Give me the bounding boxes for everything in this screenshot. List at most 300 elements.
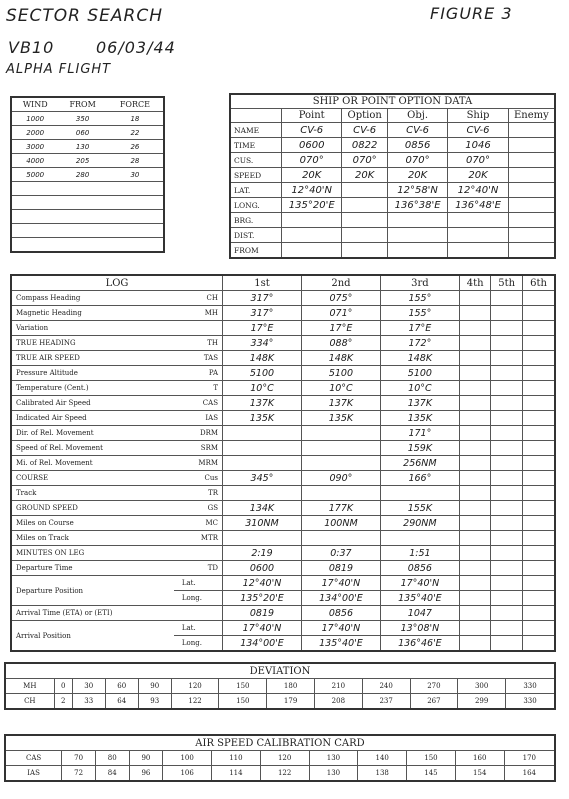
log-value: 0:37 — [301, 546, 380, 561]
log-value — [459, 306, 491, 321]
airspeed-value: 110 — [212, 751, 261, 766]
deviation-value: 208 — [314, 694, 362, 710]
table-row — [5, 751, 555, 766]
airspeed-value: 90 — [129, 751, 163, 766]
ship-value — [342, 213, 387, 228]
ship-value — [508, 213, 555, 228]
log-value — [523, 441, 556, 456]
wind-cell-empty — [107, 224, 164, 238]
table-row — [11, 224, 164, 238]
log-value: 1047 — [380, 606, 459, 621]
log-value — [523, 336, 556, 351]
log-row-label: Arrival Time (ETA) or (ETI) — [11, 606, 223, 621]
log-value — [491, 531, 523, 546]
log-value: 0600 — [223, 561, 302, 576]
log-value: 13°08'N — [380, 621, 459, 636]
wind-cell-empty — [107, 182, 164, 196]
ship-value: CV-6 — [282, 123, 342, 138]
wind-cell-empty — [58, 210, 106, 224]
log-sub-label: Lat. — [174, 621, 223, 636]
log-value: 088° — [301, 336, 380, 351]
log-value: 134°00'E — [223, 636, 302, 652]
log-value — [523, 486, 556, 501]
airspeed-value: 164 — [504, 766, 555, 782]
log-value: 5100 — [223, 366, 302, 381]
ship-value: 070° — [342, 153, 387, 168]
log-value: 0819 — [301, 561, 380, 576]
ship-value: CV-6 — [342, 123, 387, 138]
log-value — [301, 456, 380, 471]
log-value — [523, 516, 556, 531]
table-row — [11, 606, 555, 621]
airspeed-value: 145 — [407, 766, 456, 782]
wind-cell-empty — [58, 238, 106, 253]
deviation-value: 240 — [362, 679, 410, 694]
log-row-abbr: GS — [188, 501, 223, 516]
log-value — [459, 486, 491, 501]
form-title: SECTOR SEARCH — [6, 6, 164, 26]
log-value: 172° — [380, 336, 459, 351]
log-row-abbr: SRM — [188, 441, 223, 456]
deviation-value: 120 — [171, 679, 219, 694]
log-value: 090° — [301, 471, 380, 486]
log-value — [523, 501, 556, 516]
ship-row-label: BRG. — [230, 213, 282, 228]
table-row — [11, 126, 164, 140]
log-value — [491, 546, 523, 561]
ship-value — [508, 123, 555, 138]
airspeed-value: 106 — [163, 766, 212, 782]
log-value: 171° — [380, 426, 459, 441]
log-value — [223, 441, 302, 456]
table-row — [11, 501, 555, 516]
ship-row-label: SPEED — [230, 168, 282, 183]
log-row-label: Miles on Track — [11, 531, 188, 546]
log-row-label: Speed of Rel. Movement — [11, 441, 188, 456]
airspeed-calibration-table — [4, 734, 556, 782]
log-value: 155K — [380, 501, 459, 516]
log-value: 135°40'E — [380, 591, 459, 606]
log-value — [523, 426, 556, 441]
log-value: 137K — [380, 396, 459, 411]
log-value — [459, 636, 491, 652]
log-value — [523, 561, 556, 576]
table-row — [230, 138, 555, 153]
ship-value — [508, 183, 555, 198]
log-value: 135°40'E — [301, 636, 380, 652]
log-value — [491, 366, 523, 381]
log-value: 17°E — [223, 321, 302, 336]
log-row-abbr — [188, 321, 223, 336]
table-row — [11, 238, 164, 253]
log-title: LOG — [11, 275, 223, 291]
log-row-abbr: T — [188, 381, 223, 396]
log-value: 148K — [301, 351, 380, 366]
table-row — [11, 366, 555, 381]
log-value — [491, 396, 523, 411]
airspeed-value: 130 — [309, 766, 358, 782]
log-row-abbr: TAS — [188, 351, 223, 366]
ship-value: 12°40'N — [448, 183, 508, 198]
log-sub-label: Long. — [174, 636, 223, 652]
log-value — [523, 291, 556, 306]
log-value: 0819 — [223, 606, 302, 621]
ship-value — [508, 168, 555, 183]
airspeed-value: 114 — [212, 766, 261, 782]
log-value: 137K — [223, 396, 302, 411]
log-value — [459, 471, 491, 486]
log-sub-label: Long. — [174, 591, 223, 606]
ship-row-label: LAT. — [230, 183, 282, 198]
table-row — [11, 456, 555, 471]
ship-col-header: Ship — [448, 109, 508, 123]
wind-col-header: FORCE — [107, 97, 164, 112]
ship-value — [387, 243, 447, 259]
log-row-label: GROUND SPEED — [11, 501, 188, 516]
log-value — [523, 321, 556, 336]
table-row — [11, 426, 555, 441]
table-row — [11, 561, 555, 576]
log-row-label: Calibrated Air Speed — [11, 396, 188, 411]
squadron-label: VB10 — [8, 38, 55, 57]
log-value — [491, 591, 523, 606]
log-row-abbr — [188, 546, 223, 561]
log-value — [459, 531, 491, 546]
log-value — [491, 411, 523, 426]
ship-value: 070° — [387, 153, 447, 168]
log-sub-label: Lat. — [174, 576, 223, 591]
table-row — [11, 210, 164, 224]
table-row — [11, 531, 555, 546]
log-value — [491, 336, 523, 351]
log-value: 5100 — [380, 366, 459, 381]
table-row — [11, 516, 555, 531]
ship-row-label: DIST. — [230, 228, 282, 243]
wind-cell: 26 — [107, 140, 164, 154]
ship-value — [508, 243, 555, 259]
log-value: 17°40'N — [301, 576, 380, 591]
wind-cell: 1000 — [11, 112, 58, 126]
airspeed-value: 140 — [358, 751, 407, 766]
log-value — [223, 426, 302, 441]
wind-cell: 130 — [58, 140, 106, 154]
log-value — [491, 381, 523, 396]
deviation-value: 180 — [267, 679, 315, 694]
log-value — [523, 396, 556, 411]
log-value — [523, 606, 556, 621]
flight-label: ALPHA FLIGHT — [6, 62, 112, 77]
log-row-label: Pressure Altitude — [11, 366, 188, 381]
log-value: 10°C — [223, 381, 302, 396]
log-row-label: Departure Position — [11, 576, 174, 606]
log-value — [491, 456, 523, 471]
log-row-abbr: TD — [188, 561, 223, 576]
ship-value — [387, 228, 447, 243]
airspeed-value: 84 — [95, 766, 129, 782]
log-value: 317° — [223, 291, 302, 306]
log-value: 5100 — [301, 366, 380, 381]
deviation-value: 299 — [458, 694, 506, 710]
ship-value — [282, 243, 342, 259]
table-row — [11, 351, 555, 366]
log-value: 071° — [301, 306, 380, 321]
deviation-value: 270 — [410, 679, 458, 694]
log-value: 159K — [380, 441, 459, 456]
log-row-abbr: CH — [188, 291, 223, 306]
table-row — [11, 291, 555, 306]
log-value — [491, 441, 523, 456]
log-value — [523, 546, 556, 561]
log-value — [459, 606, 491, 621]
log-value — [491, 636, 523, 652]
ship-row-label: FROM — [230, 243, 282, 259]
log-value — [380, 486, 459, 501]
deviation-table — [4, 662, 556, 710]
log-value — [223, 456, 302, 471]
log-value — [301, 531, 380, 546]
log-value — [523, 366, 556, 381]
log-value: 135K — [223, 411, 302, 426]
log-row-abbr: MC — [188, 516, 223, 531]
ship-row-label: LONG. — [230, 198, 282, 213]
wind-cell-empty — [107, 196, 164, 210]
log-value — [459, 516, 491, 531]
log-value: 17°40'N — [301, 621, 380, 636]
wind-cell-empty — [11, 238, 58, 253]
log-value — [459, 426, 491, 441]
log-row-abbr: TH — [188, 336, 223, 351]
log-value: 135°20'E — [223, 591, 302, 606]
log-value — [491, 306, 523, 321]
log-value — [491, 501, 523, 516]
ship-value: 070° — [448, 153, 508, 168]
ship-value — [342, 198, 387, 213]
log-value — [491, 471, 523, 486]
log-table — [10, 274, 556, 652]
log-row-label: Mi. of Rel. Movement — [11, 456, 188, 471]
ship-value: 20K — [448, 168, 508, 183]
table-row — [11, 140, 164, 154]
log-value — [523, 576, 556, 591]
log-value — [223, 486, 302, 501]
table-row — [230, 243, 555, 259]
ship-value: 0822 — [342, 138, 387, 153]
log-value: 148K — [223, 351, 302, 366]
deviation-title: DEVIATION — [5, 663, 555, 679]
table-row — [11, 576, 555, 591]
log-row-label: Compass Heading — [11, 291, 188, 306]
deviation-value: 267 — [410, 694, 458, 710]
deviation-value: 300 — [458, 679, 506, 694]
deviation-value: 330 — [506, 679, 555, 694]
log-value — [523, 351, 556, 366]
log-col-header: 5th — [491, 275, 523, 291]
airspeed-value: 138 — [358, 766, 407, 782]
figure-label: FIGURE 3 — [430, 4, 513, 23]
deviation-value: 60 — [105, 679, 138, 694]
table-row — [11, 321, 555, 336]
log-value: 317° — [223, 306, 302, 321]
log-row-label: MINUTES ON LEG — [11, 546, 188, 561]
date-label: 06/03/44 — [96, 38, 176, 57]
log-value: 155° — [380, 306, 459, 321]
wind-cell-empty — [58, 224, 106, 238]
deviation-value: 0 — [54, 679, 72, 694]
log-value — [523, 591, 556, 606]
table-row — [11, 621, 555, 636]
table-row — [11, 471, 555, 486]
log-row-label: Dir. of Rel. Movement — [11, 426, 188, 441]
table-row — [5, 679, 555, 694]
log-value — [491, 426, 523, 441]
log-value — [523, 456, 556, 471]
wind-cell: 2000 — [11, 126, 58, 140]
deviation-value: 179 — [267, 694, 315, 710]
log-col-header: 1st — [223, 275, 302, 291]
log-value — [459, 456, 491, 471]
ship-value: 1046 — [448, 138, 508, 153]
log-col-header: 4th — [459, 275, 491, 291]
table-row — [230, 123, 555, 138]
airspeed-value: 150 — [407, 751, 456, 766]
ship-col-header: Option — [342, 109, 387, 123]
log-value: 12°40'N — [223, 576, 302, 591]
table-row — [11, 441, 555, 456]
wind-col-header: FROM — [58, 97, 106, 112]
log-value — [491, 321, 523, 336]
table-row — [11, 546, 555, 561]
airspeed-value: 100 — [163, 751, 212, 766]
log-value: 290NM — [380, 516, 459, 531]
log-value: 2:19 — [223, 546, 302, 561]
ship-value — [508, 138, 555, 153]
log-value — [491, 351, 523, 366]
log-value — [459, 501, 491, 516]
log-value — [491, 606, 523, 621]
log-row-label: TRUE HEADING — [11, 336, 188, 351]
ship-value: CV-6 — [387, 123, 447, 138]
table-row — [230, 153, 555, 168]
log-value: 17°E — [301, 321, 380, 336]
deviation-value: 150 — [219, 679, 267, 694]
log-value — [523, 531, 556, 546]
log-value: 177K — [301, 501, 380, 516]
log-row-label: TRUE AIR SPEED — [11, 351, 188, 366]
table-row — [230, 168, 555, 183]
wind-cell: 4000 — [11, 154, 58, 168]
deviation-value: 64 — [105, 694, 138, 710]
wind-cell: 18 — [107, 112, 164, 126]
airspeed-row-label: IAS — [5, 766, 62, 782]
ship-value — [508, 198, 555, 213]
ship-row-label: CUS. — [230, 153, 282, 168]
table-row — [230, 213, 555, 228]
log-value — [491, 621, 523, 636]
airspeed-value: 96 — [129, 766, 163, 782]
log-row-abbr: IAS — [188, 411, 223, 426]
log-value — [491, 486, 523, 501]
log-value — [459, 336, 491, 351]
log-row-abbr: MTR — [188, 531, 223, 546]
wind-cell-empty — [58, 182, 106, 196]
table-row — [11, 306, 555, 321]
log-row-label: Temperature (Cent.) — [11, 381, 188, 396]
ship-value — [342, 183, 387, 198]
table-row — [11, 168, 164, 182]
log-value — [459, 441, 491, 456]
wind-table — [10, 96, 165, 253]
log-value — [523, 306, 556, 321]
log-value: 17°40'N — [223, 621, 302, 636]
log-value: 1:51 — [380, 546, 459, 561]
log-value — [459, 621, 491, 636]
ship-value — [387, 213, 447, 228]
log-row-label: Track — [11, 486, 188, 501]
wind-cell: 5000 — [11, 168, 58, 182]
deviation-value: 93 — [138, 694, 171, 710]
wind-cell-empty — [11, 224, 58, 238]
ship-value — [282, 213, 342, 228]
log-value: 334° — [223, 336, 302, 351]
deviation-value: 150 — [219, 694, 267, 710]
table-row — [11, 486, 555, 501]
log-value: 135K — [301, 411, 380, 426]
table-row — [11, 381, 555, 396]
table-row — [11, 196, 164, 210]
airspeed-value: 72 — [62, 766, 96, 782]
log-value — [301, 486, 380, 501]
log-row-abbr: DRM — [188, 426, 223, 441]
log-value: 166° — [380, 471, 459, 486]
log-row-abbr: TR — [188, 486, 223, 501]
table-row — [11, 396, 555, 411]
log-value — [523, 381, 556, 396]
log-row-abbr: MH — [188, 306, 223, 321]
log-value: 256NM — [380, 456, 459, 471]
wind-cell: 3000 — [11, 140, 58, 154]
ship-value: 136°48'E — [448, 198, 508, 213]
table-row — [11, 112, 164, 126]
wind-cell: 060 — [58, 126, 106, 140]
wind-cell: 205 — [58, 154, 106, 168]
deviation-value: 210 — [314, 679, 362, 694]
ship-value: 0856 — [387, 138, 447, 153]
log-value — [459, 351, 491, 366]
log-value — [491, 291, 523, 306]
wind-cell: 22 — [107, 126, 164, 140]
airspeed-value: 120 — [260, 751, 309, 766]
log-row-abbr: CAS — [188, 396, 223, 411]
wind-cell: 28 — [107, 154, 164, 168]
log-value: 148K — [380, 351, 459, 366]
log-value: 134°00'E — [301, 591, 380, 606]
ship-value — [342, 228, 387, 243]
log-value — [523, 411, 556, 426]
deviation-value: 30 — [72, 679, 105, 694]
log-row-label: Departure Time — [11, 561, 188, 576]
log-row-abbr: MRM — [188, 456, 223, 471]
log-value — [301, 441, 380, 456]
ship-value: 20K — [342, 168, 387, 183]
ship-value: 135°20'E — [282, 198, 342, 213]
ship-value — [448, 228, 508, 243]
log-value — [459, 366, 491, 381]
ship-table-title: SHIP OR POINT OPTION DATA — [230, 94, 555, 109]
airspeed-row-label: CAS — [5, 751, 62, 766]
deviation-value: 2 — [54, 694, 72, 710]
ship-value: 136°38'E — [387, 198, 447, 213]
ship-value: 12°58'N — [387, 183, 447, 198]
